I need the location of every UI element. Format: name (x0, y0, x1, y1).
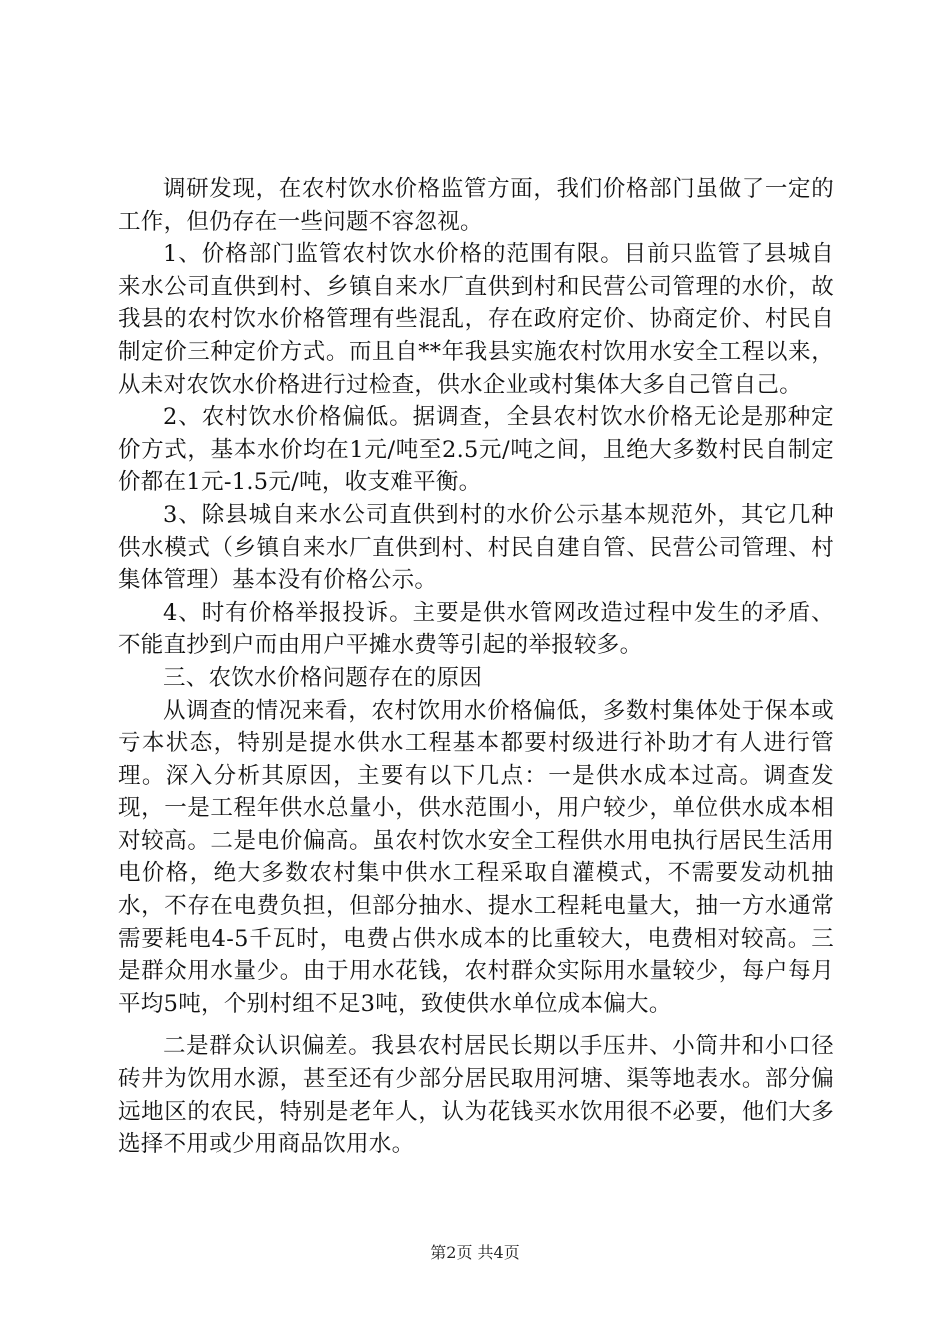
paragraph-item-1: 1、价格部门监管农村饮水价格的范围有限。目前只监管了县城自来水公司直供到村、乡镇自来水厂直供到村和民营公司管理的水价，故我县的农村饮水价格管理有些混乱，存在政府定价、协商定价、村民自制定价三种定价方式。而且自**年我县实施农村饮用水安全工程以来，从未对农饮水价格进行过检查，供水企业或村集体大多自己管自己。 (118, 241, 834, 398)
paragraph-item-3: 3、除县城自来水公司直供到村的水价公示基本规范外，其它几种供水模式（乡镇自来水厂直供到村、村民自建自管、民营公司管理、村集体管理）基本没有价格公示。 (118, 501, 834, 594)
paragraph-intro: 调研发现，在农村饮水价格监管方面，我们价格部门虽做了一定的工作，但仍存在一些问题不容忽视。 (118, 176, 834, 235)
paragraph-item-2: 2、农村饮水价格偏低。据调查，全县农村饮水价格无论是那种定价方式，基本水价均在1元/吨至2.5元/吨之间，且绝大多数村民自制定价都在1元-1.5元/吨，收支难平衡。 (118, 404, 834, 496)
paragraph-awareness: 二是群众认识偏差。我县农村居民长期以手压井、小筒井和小口径砖井为饮用水源，甚至还有少部分居民取用河塘、渠等地表水。部分偏远地区的农民，特别是老年人，认为花钱买水饮用很不必要，他们大多选择不用或少用商品饮用水。 (118, 1033, 834, 1158)
paragraph-item-4: 4、时有价格举报投诉。主要是供水管网改造过程中发生的矛盾、不能直抄到户而由用户平摊水费等引起的举报较多。 (118, 599, 834, 659)
document-body (118, 173, 834, 1161)
section-heading-causes: 三、农饮水价格问题存在的原因 (163, 664, 483, 691)
paragraph-analysis: 从调查的情况来看，农村饮用水价格偏低，多数村集体处于保本或亏本状态，特别是提水供水工程基本都要村级进行补助才有人进行管理。深入分析其原因，主要有以下几点：一是供水成本过高。调查发现，一是工程年供水总量小，供水范围小，用户较少，单位供水成本相对较高。二是电价偏高。虽农村饮水安全工程供水用电执行居民生活用电价格，绝大多数农村集中供水工程采取自灌模式，不需要发动机抽水，不存在电费负担，但部分抽水、提水工程耗电量大，抽一方水通常需要耗电4-5千瓦时，电费占供水成本的比重较大，电费相对较高。三是群众用水量少。由于用水花钱，农村群众实际用水量较少，每户每月平均5吨，个别村组不足3吨，致使供水单位成本偏大。 (118, 697, 834, 1017)
page-footer: 第2页 共4页 (430, 1243, 520, 1262)
